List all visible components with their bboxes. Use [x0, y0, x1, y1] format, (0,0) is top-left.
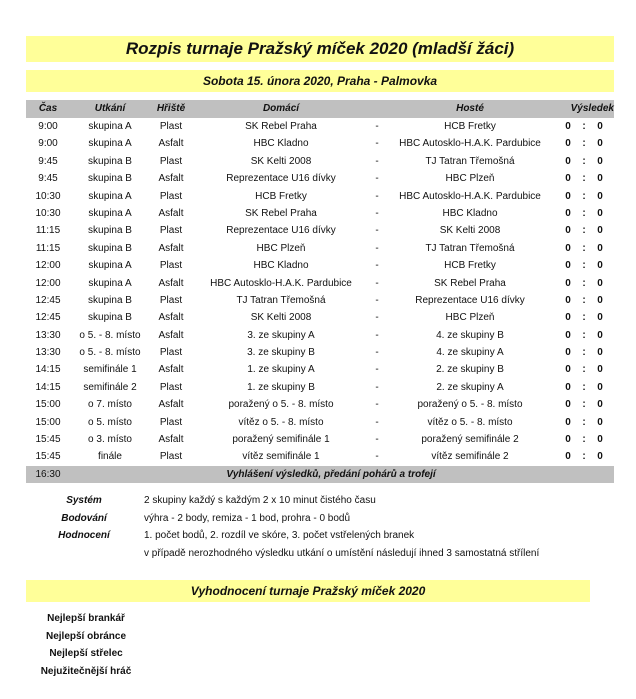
away-team: HBC Plzeň [445, 173, 495, 185]
match-time: 11:15 [35, 225, 61, 237]
away-score: 0 [597, 416, 603, 428]
match-stage: finále [98, 451, 122, 463]
home-team: HBC Kladno [253, 138, 309, 150]
home-score: 0 [565, 347, 571, 359]
home-score: 0 [565, 294, 571, 306]
match-field: Plast [159, 416, 183, 428]
score-separator: : [582, 277, 586, 289]
match-stage: skupina A [88, 190, 132, 202]
match-field: Asfalt [158, 277, 184, 289]
match-field: Asfalt [158, 173, 184, 185]
match-stage: o 5. - 8. místo [79, 329, 141, 341]
away-score: 0 [597, 121, 603, 132]
score-separator: : [582, 242, 586, 254]
table-body [26, 118, 614, 466]
away-team: vítěz o 5. - 8. místo [427, 416, 513, 428]
home-team: SK Rebel Praha [245, 207, 317, 219]
vs-dash: - [375, 416, 379, 428]
away-team: SK Rebel Praha [434, 277, 506, 289]
away-team: HCB Fretky [444, 260, 496, 272]
away-score: 0 [597, 294, 603, 306]
match-time: 13:30 [35, 347, 61, 359]
home-team: Reprezentace U16 dívky [226, 225, 336, 237]
match-field: Plast [159, 190, 183, 202]
away-score: 0 [597, 207, 603, 219]
rules-section [26, 492, 614, 562]
away-team: 4. ze skupiny A [436, 347, 504, 359]
away-team: HCB Fretky [444, 121, 496, 132]
match-stage: skupina B [88, 225, 132, 237]
home-score: 0 [565, 173, 571, 185]
match-stage: skupina B [88, 155, 132, 167]
closing-time: 16:30 [35, 468, 61, 480]
header-match: Utkání [94, 103, 126, 114]
away-score: 0 [597, 225, 603, 237]
match-time: 15:00 [35, 399, 61, 411]
vs-dash: - [375, 207, 379, 219]
match-time: 9:45 [38, 155, 58, 167]
evaluation-title: Vyhodnocení turnaje Pražský míček 2020 [26, 580, 590, 602]
away-team: vítěz semifinále 2 [431, 451, 509, 463]
home-score: 0 [565, 225, 571, 237]
score-separator: : [582, 294, 586, 306]
match-stage: semifinále 1 [83, 364, 137, 376]
away-score: 0 [597, 173, 603, 185]
vs-dash: - [375, 347, 379, 359]
away-team: TJ Tatran Třemošná [425, 155, 515, 167]
match-field: Plast [159, 121, 183, 132]
match-stage: skupina A [88, 207, 132, 219]
away-score: 0 [597, 381, 603, 393]
closing-text: Vyhlášení výsledků, předání pohárů a trofejí [226, 468, 436, 480]
home-team: poražený o 5. - 8. místo [228, 399, 334, 411]
home-team: Reprezentace U16 dívky [226, 173, 336, 185]
score-separator: : [582, 416, 586, 428]
away-score: 0 [597, 138, 603, 150]
home-team: TJ Tatran Třemošná [236, 294, 326, 306]
score-separator: : [582, 260, 586, 272]
table-row [26, 240, 614, 257]
event-date-location: Sobota 15. února 2020, Praha - Palmovka [26, 70, 614, 92]
table-row [26, 205, 614, 222]
table-row [26, 327, 614, 344]
match-field: Plast [159, 294, 183, 306]
away-score: 0 [597, 260, 603, 272]
table-row [26, 275, 614, 292]
page-title: Rozpis turnaje Pražský míček 2020 (mladší žáci) [26, 36, 614, 62]
match-stage: skupina B [88, 294, 132, 306]
vs-dash: - [375, 434, 379, 446]
score-separator: : [582, 190, 586, 202]
away-team: HBC Autosklo-H.A.K. Pardubice [399, 138, 541, 150]
match-stage: skupina B [88, 242, 132, 254]
score-separator: : [582, 312, 586, 324]
vs-dash: - [375, 138, 379, 150]
vs-dash: - [375, 312, 379, 324]
match-field: Plast [159, 347, 183, 359]
table-row [26, 135, 614, 152]
away-team: 2. ze skupiny A [436, 381, 504, 393]
away-team: HBC Plzeň [445, 312, 495, 324]
table-row [26, 414, 614, 431]
rule-text: v případě nerozhodného výsledku utkání o umístění následují ihned 3 samostatná střílení [144, 547, 540, 559]
vs-dash: - [375, 399, 379, 411]
home-team: poražený semifinále 1 [232, 434, 330, 446]
away-team: SK Kelti 2008 [439, 225, 501, 237]
rule-tiebreak [26, 545, 614, 563]
match-stage: skupina A [88, 121, 132, 132]
home-score: 0 [565, 138, 571, 150]
match-time: 10:30 [35, 190, 61, 202]
vs-dash: - [375, 381, 379, 393]
match-stage: skupina B [88, 173, 132, 185]
match-field: Plast [159, 260, 183, 272]
table-row [26, 361, 614, 378]
score-separator: : [582, 138, 586, 150]
score-separator: : [582, 381, 586, 393]
table-row [26, 379, 614, 396]
match-time: 12:45 [35, 294, 61, 306]
award-best-scorer: Nejlepší střelec [49, 648, 123, 659]
match-time: 15:00 [35, 416, 61, 428]
match-stage: o 5. místo [88, 416, 132, 428]
match-field: Plast [159, 381, 183, 393]
table-row [26, 431, 614, 448]
table-row [26, 118, 614, 135]
match-field: Asfalt [158, 434, 184, 446]
vs-dash: - [375, 121, 379, 132]
match-time: 9:45 [38, 173, 58, 185]
vs-dash: - [375, 173, 379, 185]
match-field: Plast [159, 155, 183, 167]
home-team: HBC Kladno [253, 260, 309, 272]
vs-dash: - [375, 225, 379, 237]
table-row [26, 344, 614, 361]
away-score: 0 [597, 190, 603, 202]
home-score: 0 [565, 416, 571, 428]
home-score: 0 [565, 381, 571, 393]
match-time: 12:00 [35, 260, 61, 272]
table-row [26, 292, 614, 309]
score-separator: : [582, 207, 586, 219]
match-stage: skupina A [88, 277, 132, 289]
table-row [26, 448, 614, 465]
home-team: SK Rebel Praha [245, 121, 317, 132]
match-stage: o 7. místo [88, 399, 132, 411]
score-separator: : [582, 225, 586, 237]
vs-dash: - [375, 277, 379, 289]
away-team: Reprezentace U16 dívky [415, 294, 525, 306]
home-team: 3. ze skupiny A [247, 329, 315, 341]
away-team: 4. ze skupiny B [436, 329, 504, 341]
table-row [26, 396, 614, 413]
score-separator: : [582, 399, 586, 411]
home-score: 0 [565, 399, 571, 411]
away-team: TJ Tatran Třemošná [425, 242, 515, 254]
match-field: Asfalt [158, 242, 184, 254]
table-row [26, 309, 614, 326]
away-team: 2. ze skupiny B [436, 364, 504, 376]
home-team: 1. ze skupiny B [247, 381, 315, 393]
score-separator: : [582, 364, 586, 376]
match-time: 9:00 [38, 138, 58, 150]
match-time: 10:30 [35, 207, 61, 219]
away-score: 0 [597, 364, 603, 376]
home-score: 0 [565, 364, 571, 376]
home-team: HBC Autosklo-H.A.K. Pardubice [210, 277, 352, 289]
home-team: vítěz semifinále 1 [242, 451, 320, 463]
match-stage: skupina A [88, 260, 132, 272]
rule-system [26, 492, 614, 510]
score-separator: : [582, 347, 586, 359]
match-time: 11:15 [35, 242, 61, 254]
header-field: Hřiště [156, 103, 186, 114]
match-time: 9:00 [38, 121, 58, 132]
away-score: 0 [597, 347, 603, 359]
away-team: HBC Kladno [442, 207, 498, 219]
home-score: 0 [565, 207, 571, 219]
away-team: HBC Autosklo-H.A.K. Pardubice [399, 190, 541, 202]
home-team: vítěz o 5. - 8. místo [238, 416, 324, 428]
award-best-goalkeeper: Nejlepší brankář [47, 613, 125, 624]
away-team: poražený semifinále 2 [421, 434, 519, 446]
away-score: 0 [597, 155, 603, 167]
match-time: 15:45 [35, 434, 61, 446]
home-score: 0 [565, 155, 571, 167]
match-field: Asfalt [158, 312, 184, 324]
table-row [26, 257, 614, 274]
vs-dash: - [375, 190, 379, 202]
match-time: 12:00 [35, 277, 61, 289]
match-field: Asfalt [158, 364, 184, 376]
home-team: HBC Plzeň [256, 242, 306, 254]
rule-text: 1. počet bodů, 2. rozdíl ve skóre, 3. počet vstřelených branek [144, 530, 415, 541]
vs-dash: - [375, 294, 379, 306]
home-score: 0 [565, 242, 571, 254]
rule-text: 2 skupiny každý s každým 2 x 10 minut čistého času [144, 495, 376, 506]
schedule-table [26, 100, 614, 483]
table-header-row [26, 100, 614, 118]
match-field: Plast [159, 225, 183, 237]
match-stage: skupina B [88, 312, 132, 324]
home-score: 0 [565, 312, 571, 324]
table-row [26, 188, 614, 205]
header-result: Výsledek [570, 103, 614, 114]
match-field: Asfalt [158, 329, 184, 341]
vs-dash: - [375, 155, 379, 167]
home-score: 0 [565, 260, 571, 272]
match-stage: semifinále 2 [83, 381, 137, 393]
closing-ceremony-row [26, 466, 614, 483]
header-home: Domácí [262, 103, 300, 114]
score-separator: : [582, 451, 586, 463]
home-team: 3. ze skupiny B [247, 347, 315, 359]
match-stage: o 3. místo [88, 434, 132, 446]
rule-scoring [26, 510, 614, 528]
rule-label: Systém [66, 495, 102, 506]
home-team: HCB Fretky [255, 190, 307, 202]
match-field: Asfalt [158, 207, 184, 219]
away-score: 0 [597, 451, 603, 463]
award-best-defender: Nejlepší obránce [45, 630, 127, 642]
home-score: 0 [565, 277, 571, 289]
home-score: 0 [565, 121, 571, 132]
away-team: poražený o 5. - 8. místo [417, 399, 523, 411]
vs-dash: - [375, 260, 379, 272]
match-stage: o 5. - 8. místo [79, 347, 141, 359]
match-time: 12:45 [35, 312, 61, 324]
score-separator: : [582, 121, 586, 132]
home-score: 0 [565, 434, 571, 446]
match-time: 15:45 [35, 451, 61, 463]
vs-dash: - [375, 329, 379, 341]
away-score: 0 [597, 434, 603, 446]
match-field: Asfalt [158, 138, 184, 150]
header-time: Čas [38, 103, 58, 114]
home-team: 1. ze skupiny A [247, 364, 315, 376]
away-score: 0 [597, 242, 603, 254]
score-separator: : [582, 329, 586, 341]
score-separator: : [582, 155, 586, 167]
home-score: 0 [565, 190, 571, 202]
away-score: 0 [597, 312, 603, 324]
rule-text: výhra - 2 body, remiza - 1 bod, prohra - 0 bodů [144, 512, 351, 524]
home-score: 0 [565, 451, 571, 463]
table-row [26, 153, 614, 170]
rule-label: Bodování [61, 512, 107, 524]
match-field: Plast [159, 451, 183, 463]
score-separator: : [582, 173, 586, 185]
rule-label: Hodnocení [58, 530, 110, 541]
score-separator: : [582, 434, 586, 446]
table-row [26, 170, 614, 187]
home-team: SK Kelti 2008 [250, 155, 312, 167]
home-score: 0 [565, 329, 571, 341]
rule-ranking [26, 527, 614, 545]
vs-dash: - [375, 451, 379, 463]
table-row [26, 222, 614, 239]
award-most-valuable-player: Nejužitečnější hráč [40, 665, 132, 677]
vs-dash: - [375, 364, 379, 376]
vs-dash: - [375, 242, 379, 254]
awards-list [26, 610, 186, 680]
away-score: 0 [597, 277, 603, 289]
match-time: 14:15 [35, 381, 61, 393]
home-team: SK Kelti 2008 [250, 312, 312, 324]
away-score: 0 [597, 329, 603, 341]
header-away: Hosté [456, 103, 484, 114]
match-field: Asfalt [158, 399, 184, 411]
match-time: 13:30 [35, 329, 61, 341]
away-score: 0 [597, 399, 603, 411]
match-stage: skupina A [88, 138, 132, 150]
match-time: 14:15 [35, 364, 61, 376]
